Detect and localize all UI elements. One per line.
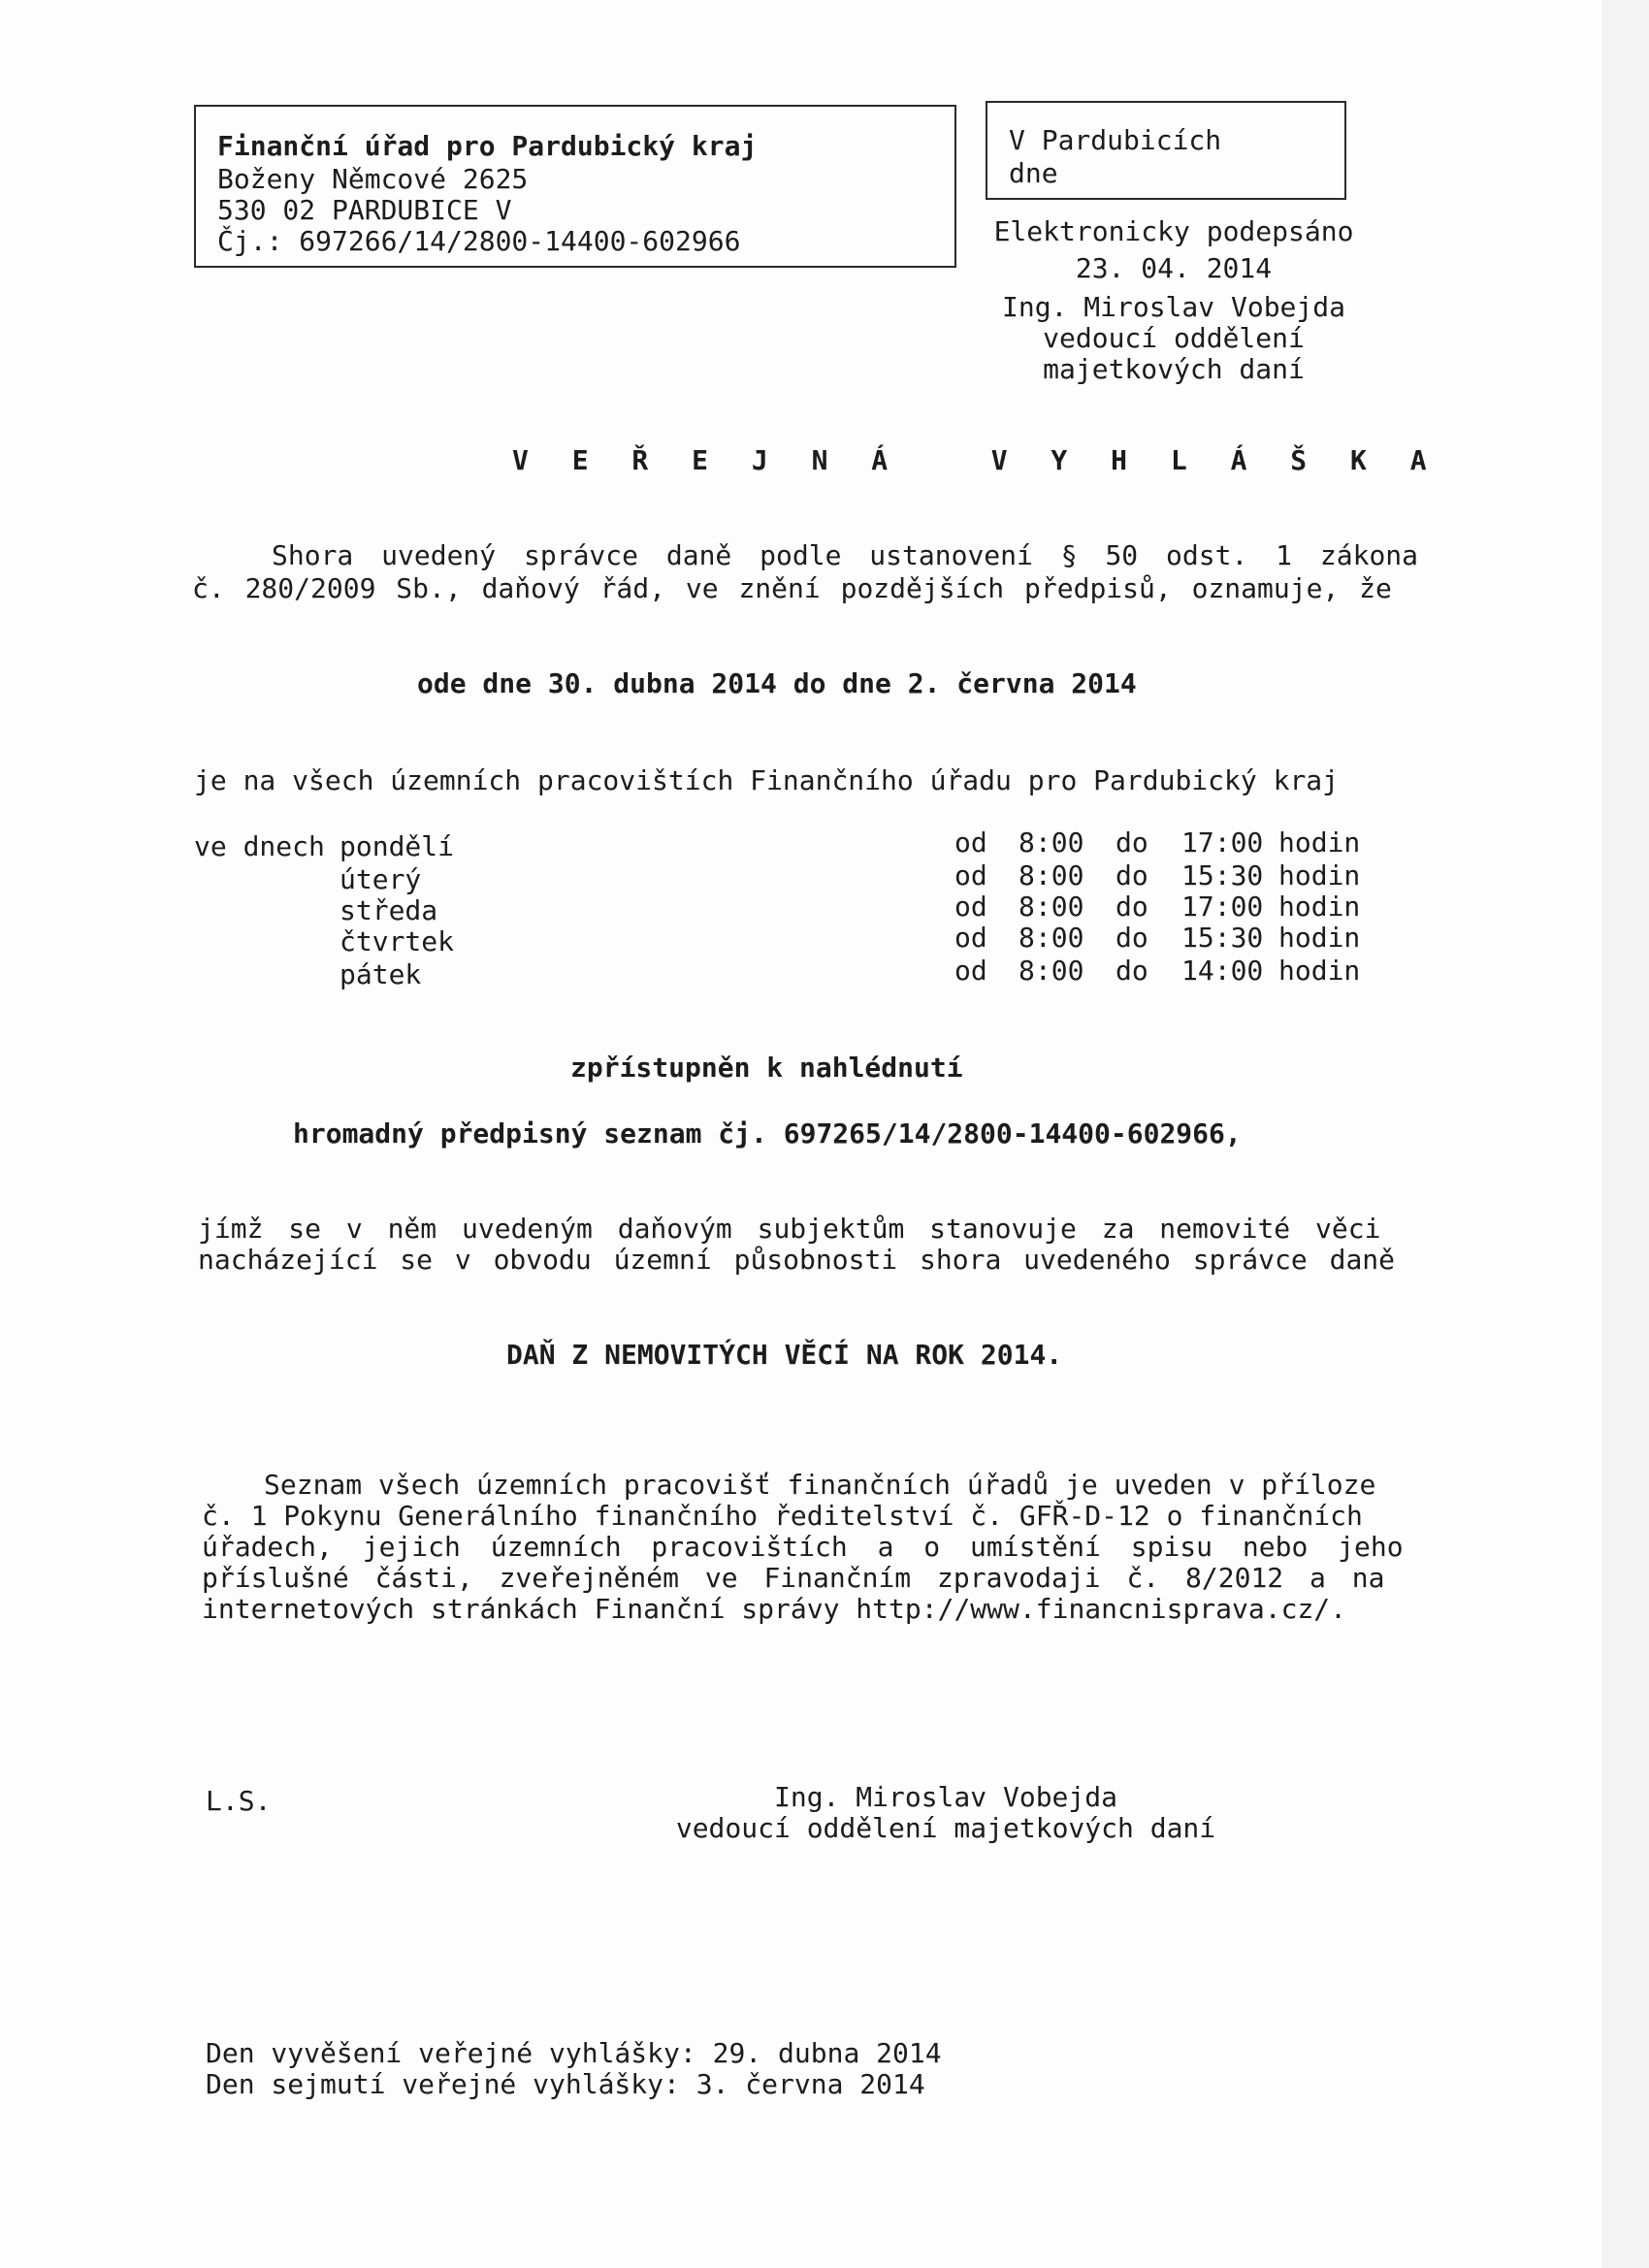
location-line: je na všech územních pracovištích Finančního úřadu pro Pardubický kraj <box>194 764 1340 796</box>
schedule-from-label: od <box>954 826 987 859</box>
footer-signer-name: Ing. Miroslav Vobejda <box>773 1781 1117 1813</box>
place-label: V Pardubicích <box>1009 124 1222 156</box>
schedule-to: 14:00 <box>1181 955 1264 987</box>
schedule-unit: hodin <box>1278 955 1361 987</box>
schedule-from: 8:00 <box>1018 922 1084 954</box>
list-reference: hromadný předpisný seznam čj. 697265/14/2800-14400-602966, <box>293 1118 1242 1150</box>
note-line-3: úřadech, jejich územních pracovištích a o umístění spisu nebo jeho <box>202 1531 1404 1563</box>
schedule-from: 8:00 <box>1018 891 1084 923</box>
schedule-to-label: do <box>1116 955 1148 987</box>
note-line-1: Seznam všech územních pracovišť finančních úřadů je uveden v příloze <box>264 1469 1376 1501</box>
signature-role-1: vedoucí oddělení <box>1043 322 1305 354</box>
schedule-from-label: od <box>954 955 987 987</box>
schedule-to-label: do <box>1116 826 1148 859</box>
office-name: Finanční úřad pro Pardubický kraj <box>217 130 758 162</box>
office-city: 530 02 PARDUBICE V <box>217 194 512 226</box>
schedule-unit: hodin <box>1278 891 1361 923</box>
posting-date: Den vyvěšení veřejné vyhlášky: 29. dubna 2014 <box>206 2037 942 2069</box>
subjects-line-1: jímž se v něm uvedeným daňovým subjektům stanovuje za nemovité věci <box>198 1213 1381 1245</box>
document-title: V E Ř E J N Á V Y H L Á Š K A <box>512 444 1440 476</box>
schedule-from-label: od <box>954 859 987 891</box>
schedule-day: středa <box>340 894 438 926</box>
schedule-to: 17:00 <box>1181 826 1264 859</box>
schedule-day: čtvrtek <box>340 925 455 957</box>
schedule-to: 17:00 <box>1181 891 1264 923</box>
signature-line: Elektronicky podepsáno <box>993 215 1354 247</box>
period-line: ode dne 30. dubna 2014 do dne 2. června 2014 <box>417 667 1137 699</box>
reference-number: Čj.: 697266/14/2800-14400-602966 <box>217 225 741 257</box>
schedule-to-label: do <box>1116 922 1148 954</box>
schedule-from: 8:00 <box>1018 955 1084 987</box>
schedule-to: 15:30 <box>1181 859 1264 891</box>
schedule-to-label: do <box>1116 891 1148 923</box>
schedule-unit: hodin <box>1278 859 1361 891</box>
office-street: Boženy Němcové 2625 <box>217 163 529 195</box>
schedule-from-label: od <box>954 891 987 923</box>
seal-mark: L.S. <box>206 1785 272 1817</box>
schedule-to-label: do <box>1116 859 1148 891</box>
scan-edge <box>1602 0 1649 2268</box>
schedule-from-label: od <box>954 922 987 954</box>
signature-name: Ing. Miroslav Vobejda <box>1001 291 1345 323</box>
access-heading: zpřístupněn k nahlédnutí <box>570 1052 963 1084</box>
schedule-day: úterý <box>340 863 422 895</box>
note-line-4: příslušné části, zveřejněném ve Finančním zpravodaji č. 8/2012 a na <box>202 1562 1385 1594</box>
subjects-line-2: nacházející se v obvodu územní působnosti shora uvedeného správce daně <box>198 1244 1396 1276</box>
removal-date: Den sejmutí veřejné vyhlášky: 3. června 2014 <box>206 2068 925 2100</box>
tax-heading: DAŇ Z NEMOVITÝCH VĚCÍ NA ROK 2014. <box>506 1339 1063 1371</box>
signature-role-2: majetkových daní <box>1043 353 1305 385</box>
schedule-to: 15:30 <box>1181 922 1264 954</box>
note-line-2: č. 1 Pokynu Generálního finančního ředitelství č. GFŘ-D-12 o finančních <box>202 1500 1363 1532</box>
schedule-from: 8:00 <box>1018 826 1084 859</box>
schedule-from: 8:00 <box>1018 859 1084 891</box>
schedule-day: pátek <box>340 958 422 990</box>
note-line-5: internetových stránkách Finanční správy http://www.financnisprava.cz/. <box>202 1593 1347 1625</box>
date-label: dne <box>1009 157 1058 189</box>
schedule-unit: hodin <box>1278 826 1361 859</box>
intro-line-2: č. 280/2009 Sb., daňový řád, ve znění pozdějších předpisů, oznamuje, že <box>192 572 1392 604</box>
schedule-unit: hodin <box>1278 922 1361 954</box>
signature-date: 23. 04. 2014 <box>1075 252 1273 284</box>
schedule-day: pondělí <box>340 830 455 862</box>
footer-signer-role: vedoucí oddělení majetkových daní <box>675 1812 1216 1844</box>
intro-line-1: Shora uvedený správce daně podle ustanovení § 50 odst. 1 zákona <box>272 539 1419 571</box>
schedule-prefix: ve dnech <box>194 830 325 862</box>
